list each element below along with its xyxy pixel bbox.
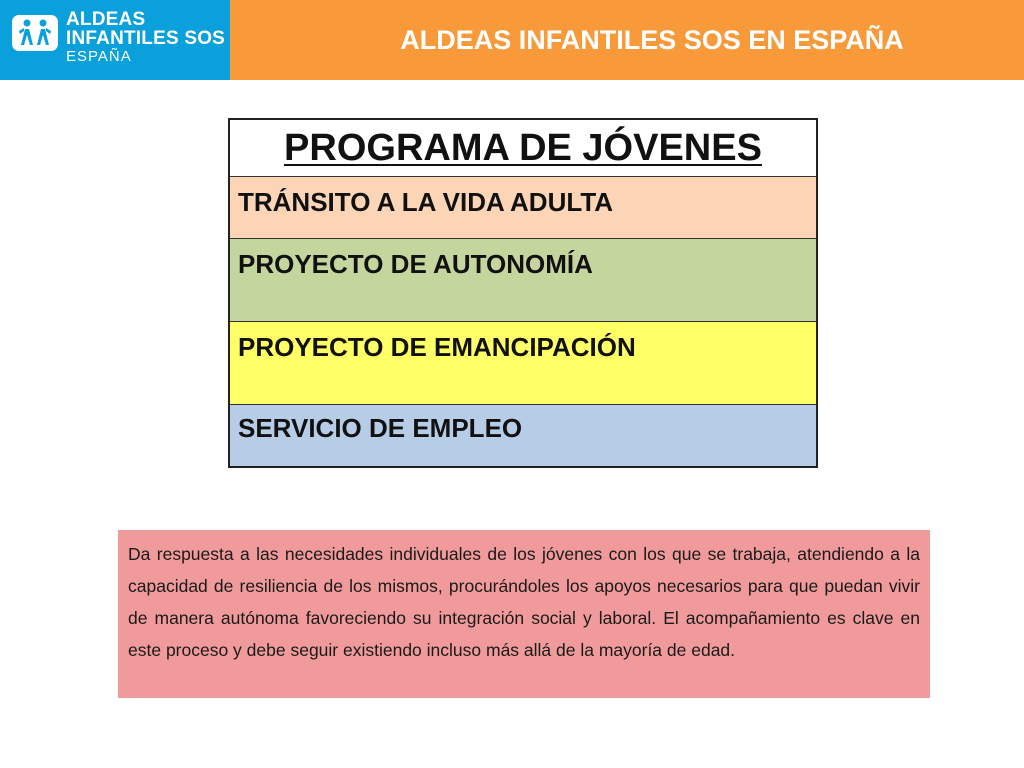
program-row-label: PROYECTO DE EMANCIPACIÓN (238, 332, 636, 362)
logo-line-1: ALDEAS (66, 9, 146, 30)
logo-line-2: INFANTILES SOS (66, 28, 226, 49)
title-bar (230, 0, 1024, 80)
logo-text (66, 10, 225, 65)
page-title: ALDEAS INFANTILES SOS EN ESPAÑA (400, 24, 904, 55)
program-row-emancipacion (230, 321, 816, 404)
program-row-label: TRÁNSITO A LA VIDA ADULTA (238, 187, 614, 217)
sos-children-icon (12, 15, 58, 51)
program-table (228, 118, 818, 468)
logo-line-3: ESPAÑA (66, 48, 132, 65)
logo (0, 0, 230, 80)
program-row-label: PROYECTO DE AUTONOMÍA (238, 249, 593, 279)
program-title-row (230, 120, 816, 176)
program-title: PROGRAMA DE JÓVENES (284, 126, 762, 169)
description-text: Da respuesta a las necesidades individuales de los jóvenes con los que se trabaja, atendiendo a la capacidad de resiliencia de los mismos, procurándoles los apoyos necesarios para que puedan vivir de manera autónoma favoreciendo su integración social y laboral. El acompañamiento es clave en este proceso y debe seguir existiendo incluso más allá de la mayoría de edad. (128, 544, 920, 660)
program-row-empleo (230, 404, 816, 466)
program-row-label: SERVICIO DE EMPLEO (238, 413, 523, 443)
program-row-autonomia (230, 238, 816, 321)
header (0, 0, 1024, 80)
description-box (118, 530, 930, 698)
program-row-transito (230, 176, 816, 238)
